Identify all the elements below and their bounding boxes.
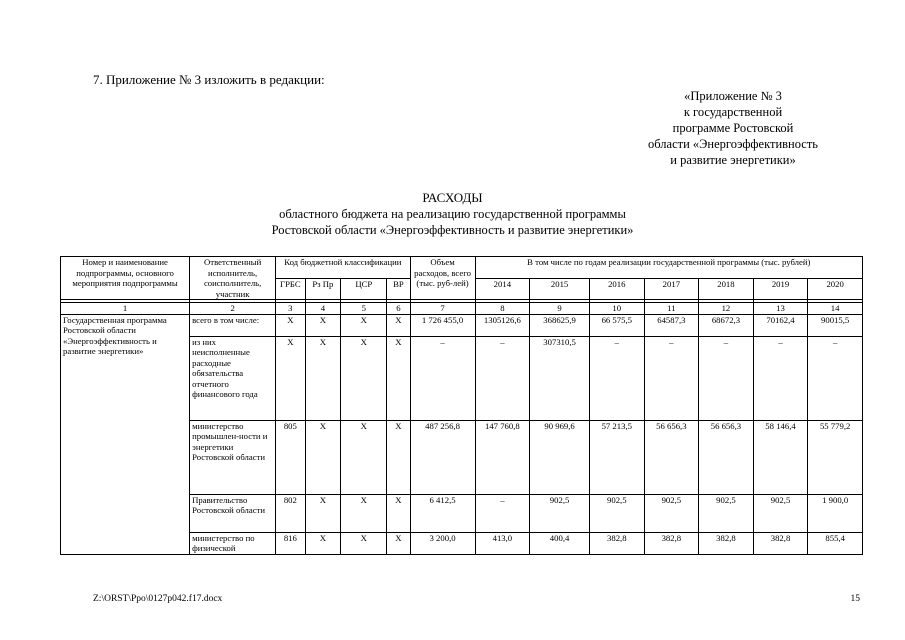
grbs-cell: 805 bbox=[276, 420, 305, 494]
header-year: 2014 bbox=[475, 278, 530, 300]
csr-cell: X bbox=[341, 494, 387, 532]
appendix-caption bbox=[613, 88, 853, 168]
page-number: 15 bbox=[850, 594, 860, 604]
year-value-cell: – bbox=[589, 336, 644, 420]
year-value-cell: 68672,3 bbox=[699, 314, 754, 336]
total-cell: 3 200,0 bbox=[410, 532, 475, 554]
intro-text: 7. Приложение № 3 изложить в редакции: bbox=[93, 72, 325, 87]
appendix-line: и развитие энергетики» bbox=[670, 153, 796, 167]
column-number: 10 bbox=[589, 303, 644, 315]
year-value-cell: 1305126,6 bbox=[475, 314, 530, 336]
vr-cell: X bbox=[387, 336, 410, 420]
year-value-cell: 382,8 bbox=[753, 532, 808, 554]
executor-cell: министерство промышлен-ности и энергетики Ростовской области bbox=[190, 420, 276, 494]
column-number: 3 bbox=[276, 303, 305, 315]
year-value-cell: 1 900,0 bbox=[808, 494, 863, 532]
year-value-cell: 368625,9 bbox=[530, 314, 590, 336]
appendix-line: «Приложение № 3 bbox=[684, 89, 782, 103]
executor-cell: всего в том числе: bbox=[190, 314, 276, 336]
year-value-cell: 66 575,5 bbox=[589, 314, 644, 336]
year-value-cell: 855,4 bbox=[808, 532, 863, 554]
column-number: 5 bbox=[341, 303, 387, 315]
year-value-cell: 902,5 bbox=[699, 494, 754, 532]
year-value-cell: 90 969,6 bbox=[530, 420, 590, 494]
year-value-cell: – bbox=[475, 494, 530, 532]
year-value-cell: – bbox=[753, 336, 808, 420]
vr-cell: X bbox=[387, 532, 410, 554]
grbs-cell: X bbox=[276, 336, 305, 420]
table-row bbox=[61, 314, 863, 336]
header-year: 2016 bbox=[589, 278, 644, 300]
header-year: 2017 bbox=[644, 278, 699, 300]
rzpr-cell: X bbox=[305, 532, 341, 554]
year-value-cell: – bbox=[699, 336, 754, 420]
header-vr: ВР bbox=[387, 278, 410, 300]
csr-cell: X bbox=[341, 314, 387, 336]
document-title bbox=[0, 190, 905, 238]
header-executor: Ответственный исполнитель, соисполнитель, участник bbox=[190, 257, 276, 300]
appendix-line: к государственной bbox=[683, 105, 783, 119]
header-year: 2018 bbox=[699, 278, 754, 300]
title-line: областного бюджета на реализацию государственной программы bbox=[279, 207, 626, 221]
year-value-cell: 55 779,2 bbox=[808, 420, 863, 494]
year-value-cell: 382,8 bbox=[589, 532, 644, 554]
header-year: 2015 bbox=[530, 278, 590, 300]
header-volume: Объем расходов, всего (тыс. руб-лей) bbox=[410, 257, 475, 300]
header-year: 2019 bbox=[753, 278, 808, 300]
year-value-cell: 902,5 bbox=[589, 494, 644, 532]
grbs-cell: 816 bbox=[276, 532, 305, 554]
executor-cell: из них неисполненные расходные обязательства отчетного финансового года bbox=[190, 336, 276, 420]
grbs-cell: 802 bbox=[276, 494, 305, 532]
rzpr-cell: X bbox=[305, 314, 341, 336]
header-csr: ЦСР bbox=[341, 278, 387, 300]
column-number: 9 bbox=[530, 303, 590, 315]
csr-cell: X bbox=[341, 336, 387, 420]
vr-cell: X bbox=[387, 420, 410, 494]
appendix-line: программе Ростовской bbox=[672, 121, 794, 135]
csr-cell: X bbox=[341, 420, 387, 494]
header-budget-code: Код бюджетной классификации bbox=[276, 257, 410, 279]
column-number: 1 bbox=[61, 303, 190, 315]
year-value-cell: 56 656,3 bbox=[699, 420, 754, 494]
year-value-cell: 58 146,4 bbox=[753, 420, 808, 494]
appendix-line: области «Энергоэффективность bbox=[647, 137, 818, 151]
header-program: Номер и наименование подпрограммы, основного мероприятия подпрограммы bbox=[61, 257, 190, 300]
column-number: 4 bbox=[305, 303, 341, 315]
year-value-cell: 902,5 bbox=[530, 494, 590, 532]
header-year: 2020 bbox=[808, 278, 863, 300]
title-line: Ростовской области «Энергоэффективность и развитие энергетики» bbox=[271, 223, 634, 237]
total-cell: 6 412,5 bbox=[410, 494, 475, 532]
column-number: 11 bbox=[644, 303, 699, 315]
year-value-cell: 307310,5 bbox=[530, 336, 590, 420]
column-number: 8 bbox=[475, 303, 530, 315]
rzpr-cell: X bbox=[305, 494, 341, 532]
vr-cell: X bbox=[387, 494, 410, 532]
column-number: 13 bbox=[753, 303, 808, 315]
header-by-years: В том числе по годам реализации государственной программы (тыс. рублей) bbox=[475, 257, 862, 279]
year-value-cell: 70162,4 bbox=[753, 314, 808, 336]
year-value-cell: 57 213,5 bbox=[589, 420, 644, 494]
year-value-cell: 413,0 bbox=[475, 532, 530, 554]
total-cell: – bbox=[410, 336, 475, 420]
year-value-cell: – bbox=[644, 336, 699, 420]
year-value-cell: 90015,5 bbox=[808, 314, 863, 336]
column-number: 7 bbox=[410, 303, 475, 315]
year-value-cell: 64587,3 bbox=[644, 314, 699, 336]
year-value-cell: 400,4 bbox=[530, 532, 590, 554]
program-name-cell: Государственная программа Ростовской области «Энергоэффективность и развитие энергетики» bbox=[61, 314, 190, 554]
rzpr-cell: X bbox=[305, 336, 341, 420]
column-number: 14 bbox=[808, 303, 863, 315]
total-cell: 487 256,8 bbox=[410, 420, 475, 494]
executor-cell: министерство по физической bbox=[190, 532, 276, 554]
year-value-cell: 56 656,3 bbox=[644, 420, 699, 494]
vr-cell: X bbox=[387, 314, 410, 336]
year-value-cell: 147 760,8 bbox=[475, 420, 530, 494]
column-numbers-row bbox=[61, 303, 863, 315]
column-number: 12 bbox=[699, 303, 754, 315]
year-value-cell: – bbox=[808, 336, 863, 420]
year-value-cell: 902,5 bbox=[753, 494, 808, 532]
file-path: Z:\ORST\Ppo\0127p042.f17.docx bbox=[93, 594, 223, 604]
grbs-cell: X bbox=[276, 314, 305, 336]
column-number: 6 bbox=[387, 303, 410, 315]
executor-cell: Правительство Ростовской области bbox=[190, 494, 276, 532]
total-cell: 1 726 455,0 bbox=[410, 314, 475, 336]
header-grbs: ГРБС bbox=[276, 278, 305, 300]
header-rzpr: Рз Пр bbox=[305, 278, 341, 300]
expenses-table bbox=[60, 256, 863, 555]
rzpr-cell: X bbox=[305, 420, 341, 494]
column-number: 2 bbox=[190, 303, 276, 315]
year-value-cell: 902,5 bbox=[644, 494, 699, 532]
year-value-cell: – bbox=[475, 336, 530, 420]
year-value-cell: 382,8 bbox=[699, 532, 754, 554]
year-value-cell: 382,8 bbox=[644, 532, 699, 554]
title-main: РАСХОДЫ bbox=[422, 190, 483, 205]
csr-cell: X bbox=[341, 532, 387, 554]
